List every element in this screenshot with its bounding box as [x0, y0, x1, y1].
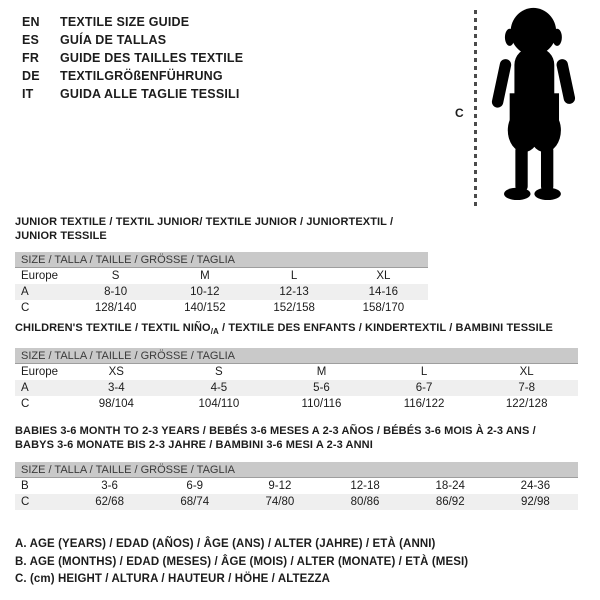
table-cell: 4-5: [210, 381, 228, 394]
table-cell: 86/92: [435, 496, 465, 508]
language-row: [22, 67, 243, 85]
language-row: [22, 31, 243, 49]
language-title: TEXTILE SIZE GUIDE: [60, 15, 190, 29]
table-cell: M: [316, 365, 327, 378]
footnote-line: A. AGE (YEARS) / EDAD (AÑOS) / ÂGE (ANS) / ALTER (JAHRE) / ETÀ (ANNI): [15, 538, 436, 550]
toddler-silhouette-icon: [484, 6, 579, 210]
language-title: TEXTILGRÖßENFÜHRUNG: [60, 69, 223, 83]
table-cell: 104/110: [198, 397, 240, 410]
table-row: [15, 268, 428, 284]
table-cell: 98/104: [98, 397, 134, 410]
table-cell: 9-12: [268, 480, 292, 492]
table-title: [15, 425, 578, 452]
table-cell: 18-24: [435, 480, 465, 492]
table-cell: L: [420, 365, 428, 378]
table-cell: 74/80: [265, 496, 295, 508]
language-row: [22, 13, 243, 31]
height-measure-label: C: [455, 106, 464, 120]
table-title: [15, 216, 428, 243]
table-title-line: BABYS 3-6 MONATE BIS 2-3 JAHRE / BAMBINI 3-6 MESI A 2-3 ANNI: [15, 438, 373, 451]
table-cell: S: [111, 270, 120, 282]
table-row: [15, 284, 428, 300]
table-cell: 5-6: [313, 381, 330, 394]
row-label: Europe: [21, 270, 59, 282]
table-cell: 12-18: [350, 480, 380, 492]
size-table: [15, 364, 578, 412]
table-title-line: CHILDREN'S TEXTILE / TEXTIL $NIÑO_{/A}$ / TEXTILE DES ENFANTS / KINDERTEXTIL / BAMBINI TESSILE: [15, 322, 553, 337]
table-cell: S: [215, 365, 223, 378]
height-measure-dotted-line: [474, 10, 477, 208]
table-cell: 158/170: [362, 302, 405, 314]
size-header-bar: SIZE / TALLA / TAILLE / GRÖSSE / TAGLIA: [15, 462, 578, 478]
table-cell: 110/116: [301, 397, 342, 410]
table-cell: 3-4: [107, 381, 125, 394]
table-cell: 14-16: [368, 286, 399, 298]
language-code: IT: [22, 87, 34, 101]
footnote-line: C. (cm) HEIGHT / ALTURA / HAUTEUR / HÖHE / ALTEZZA: [15, 573, 331, 585]
table-cell: 6-9: [186, 480, 204, 492]
language-row: [22, 49, 243, 67]
table-row: [15, 300, 428, 316]
table-cell: M: [200, 270, 210, 282]
table-cell: 12-13: [279, 286, 309, 298]
footnotes: [15, 536, 468, 589]
table-cell: 116/122: [403, 397, 445, 410]
table-cell: 80/86: [350, 496, 380, 508]
row-label: Europe: [21, 365, 59, 378]
language-code: ES: [22, 33, 40, 47]
language-code: EN: [22, 15, 40, 29]
table-row: [15, 494, 578, 510]
language-code: FR: [22, 51, 40, 65]
table-cell: 68/74: [180, 496, 210, 508]
table-row: [15, 364, 578, 380]
size-table-section-babies: [15, 425, 578, 510]
language-title: GUIDA ALLE TAGLIE TESSILI: [60, 87, 240, 101]
row-label: C: [21, 496, 30, 508]
row-label: C: [21, 397, 30, 410]
table-cell: 24-36: [520, 480, 551, 492]
table-row: [15, 478, 578, 494]
table-cell: 6-7: [415, 381, 433, 394]
table-cell: 10-12: [190, 286, 220, 298]
table-cell: 122/128: [505, 397, 548, 410]
table-row: [15, 380, 578, 396]
table-cell: XS: [108, 365, 124, 378]
row-label: A: [21, 381, 29, 394]
table-cell: 92/98: [521, 496, 550, 508]
table-cell: 7-8: [518, 381, 535, 394]
table-cell: 128/140: [94, 302, 137, 314]
language-title: GUÍA DE TALLAS: [60, 33, 167, 47]
table-cell: 62/68: [95, 496, 124, 508]
table-cell: 8-10: [104, 286, 128, 298]
language-header: [22, 13, 243, 103]
table-cell: XL: [376, 270, 391, 282]
table-title-line: BABIES 3-6 MONTH TO 2-3 YEARS / BEBÉS 3-6 MESES A 2-3 AÑOS / BÉBÉS 3-6 MOIS À 2-3 ANS /: [15, 425, 536, 437]
language-code: DE: [22, 69, 40, 83]
language-title: GUIDE DES TAILLES TEXTILE: [60, 51, 244, 65]
table-row: [15, 396, 578, 412]
size-table: [15, 478, 578, 510]
footnote-line: B. AGE (MONTHS) / EDAD (MESES) / ÂGE (MOIS) / ALTER (MONATE) / ETÀ (MESI): [15, 555, 469, 568]
table-cell: 152/158: [273, 302, 315, 314]
size-table-section-junior: [15, 216, 428, 316]
table-cell: XL: [519, 365, 534, 378]
language-row: [22, 85, 243, 103]
table-title: [15, 322, 578, 339]
row-label: A: [21, 286, 29, 298]
table-cell: 3-6: [101, 480, 118, 492]
size-table-section-children: [15, 322, 578, 412]
table-title-line: JUNIOR TEXTILE / TEXTIL JUNIOR/ TEXTILE JUNIOR / JUNIORTEXTIL / JUNIOR TESSILE: [15, 216, 394, 242]
size-header-bar: SIZE / TALLA / TAILLE / GRÖSSE / TAGLIA: [15, 252, 428, 268]
size-table: [15, 268, 428, 316]
table-cell: 140/152: [184, 302, 226, 314]
row-label: C: [21, 302, 30, 314]
row-label: B: [21, 480, 29, 492]
table-cell: L: [290, 270, 298, 282]
size-header-bar: SIZE / TALLA / TAILLE / GRÖSSE / TAGLIA: [15, 348, 578, 364]
